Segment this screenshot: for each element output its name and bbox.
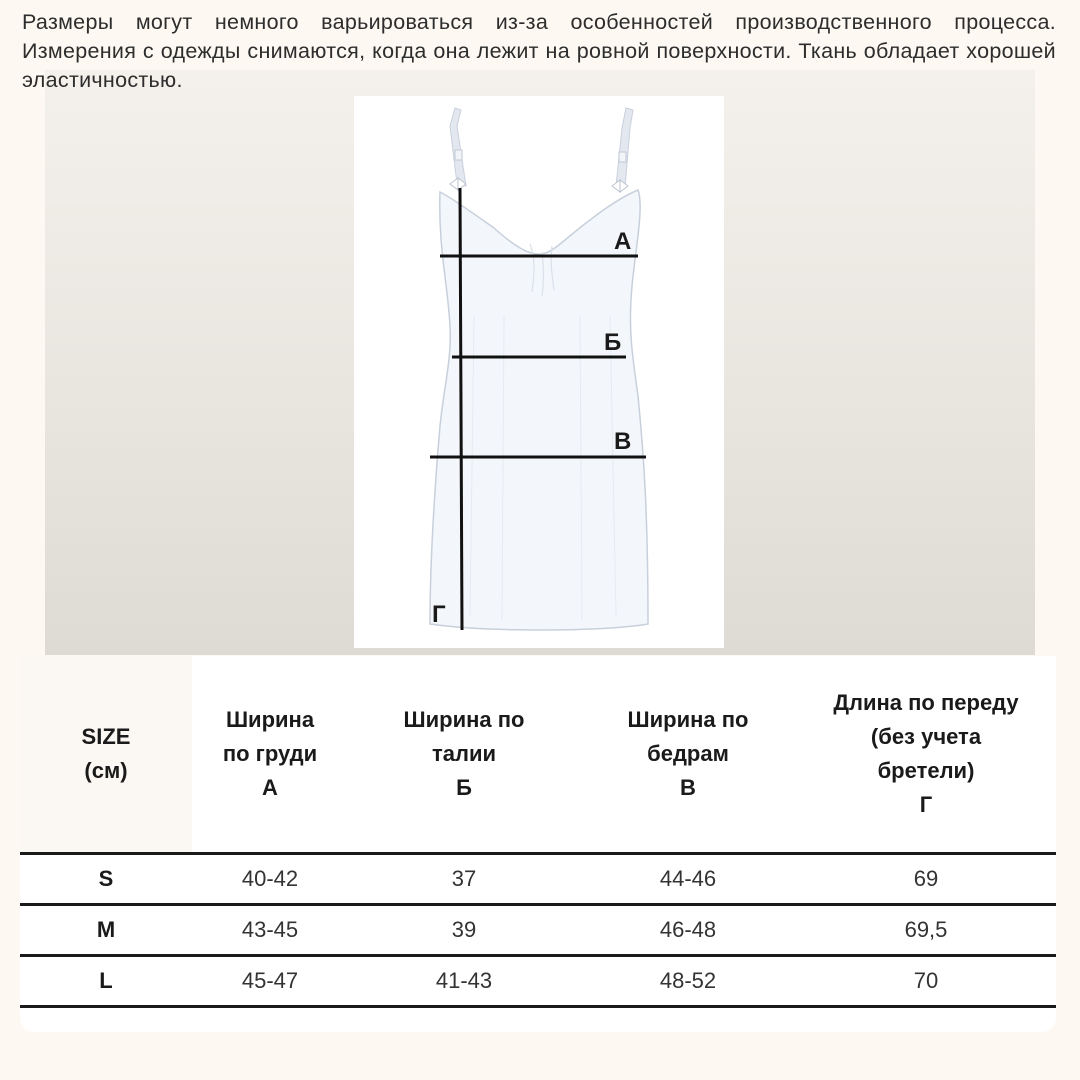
header-size: SIZE (см) xyxy=(20,656,192,854)
bust-cell: 45-47 xyxy=(192,956,348,1007)
length-cell: 69,5 xyxy=(796,905,1056,956)
left-strap xyxy=(450,108,466,186)
label-g: Г xyxy=(432,601,446,628)
header-length: Длина по переду (без учета бретели) Г xyxy=(796,656,1056,854)
dress-measurement-diagram xyxy=(354,96,724,648)
table-row xyxy=(20,956,1056,1007)
table-header-row xyxy=(20,656,1056,854)
length-cell: 70 xyxy=(796,956,1056,1007)
length-line-g xyxy=(460,188,462,630)
table-row xyxy=(20,905,1056,956)
header-waist: Ширина по талии Б xyxy=(348,656,580,854)
hips-cell: 44-46 xyxy=(580,854,796,905)
waist-cell: 39 xyxy=(348,905,580,956)
table-row xyxy=(20,854,1056,905)
label-b: Б xyxy=(604,329,622,356)
header-bust: Ширина по груди А xyxy=(192,656,348,854)
size-cell: M xyxy=(20,905,192,956)
bust-cell: 40-42 xyxy=(192,854,348,905)
waist-cell: 37 xyxy=(348,854,580,905)
length-cell: 69 xyxy=(796,854,1056,905)
right-strap xyxy=(616,108,633,188)
hips-cell: 46-48 xyxy=(580,905,796,956)
label-a: А xyxy=(614,228,632,255)
right-strap-slider xyxy=(619,152,626,162)
waist-cell: 41-43 xyxy=(348,956,580,1007)
left-strap-slider xyxy=(455,150,462,160)
header-hips: Ширина по бедрам В xyxy=(580,656,796,854)
intro-text: Размеры могут немного варьироваться из-за особенностей производственного процесса. Измерения с одежды снимаются, когда она лежит на ровной поверхности. Ткань обладает хорошей эластичностью. xyxy=(22,10,1056,92)
size-cell: L xyxy=(20,956,192,1007)
size-cell: S xyxy=(20,854,192,905)
label-v: В xyxy=(614,428,632,455)
hips-cell: 48-52 xyxy=(580,956,796,1007)
size-table xyxy=(20,656,1056,1008)
bust-cell: 43-45 xyxy=(192,905,348,956)
